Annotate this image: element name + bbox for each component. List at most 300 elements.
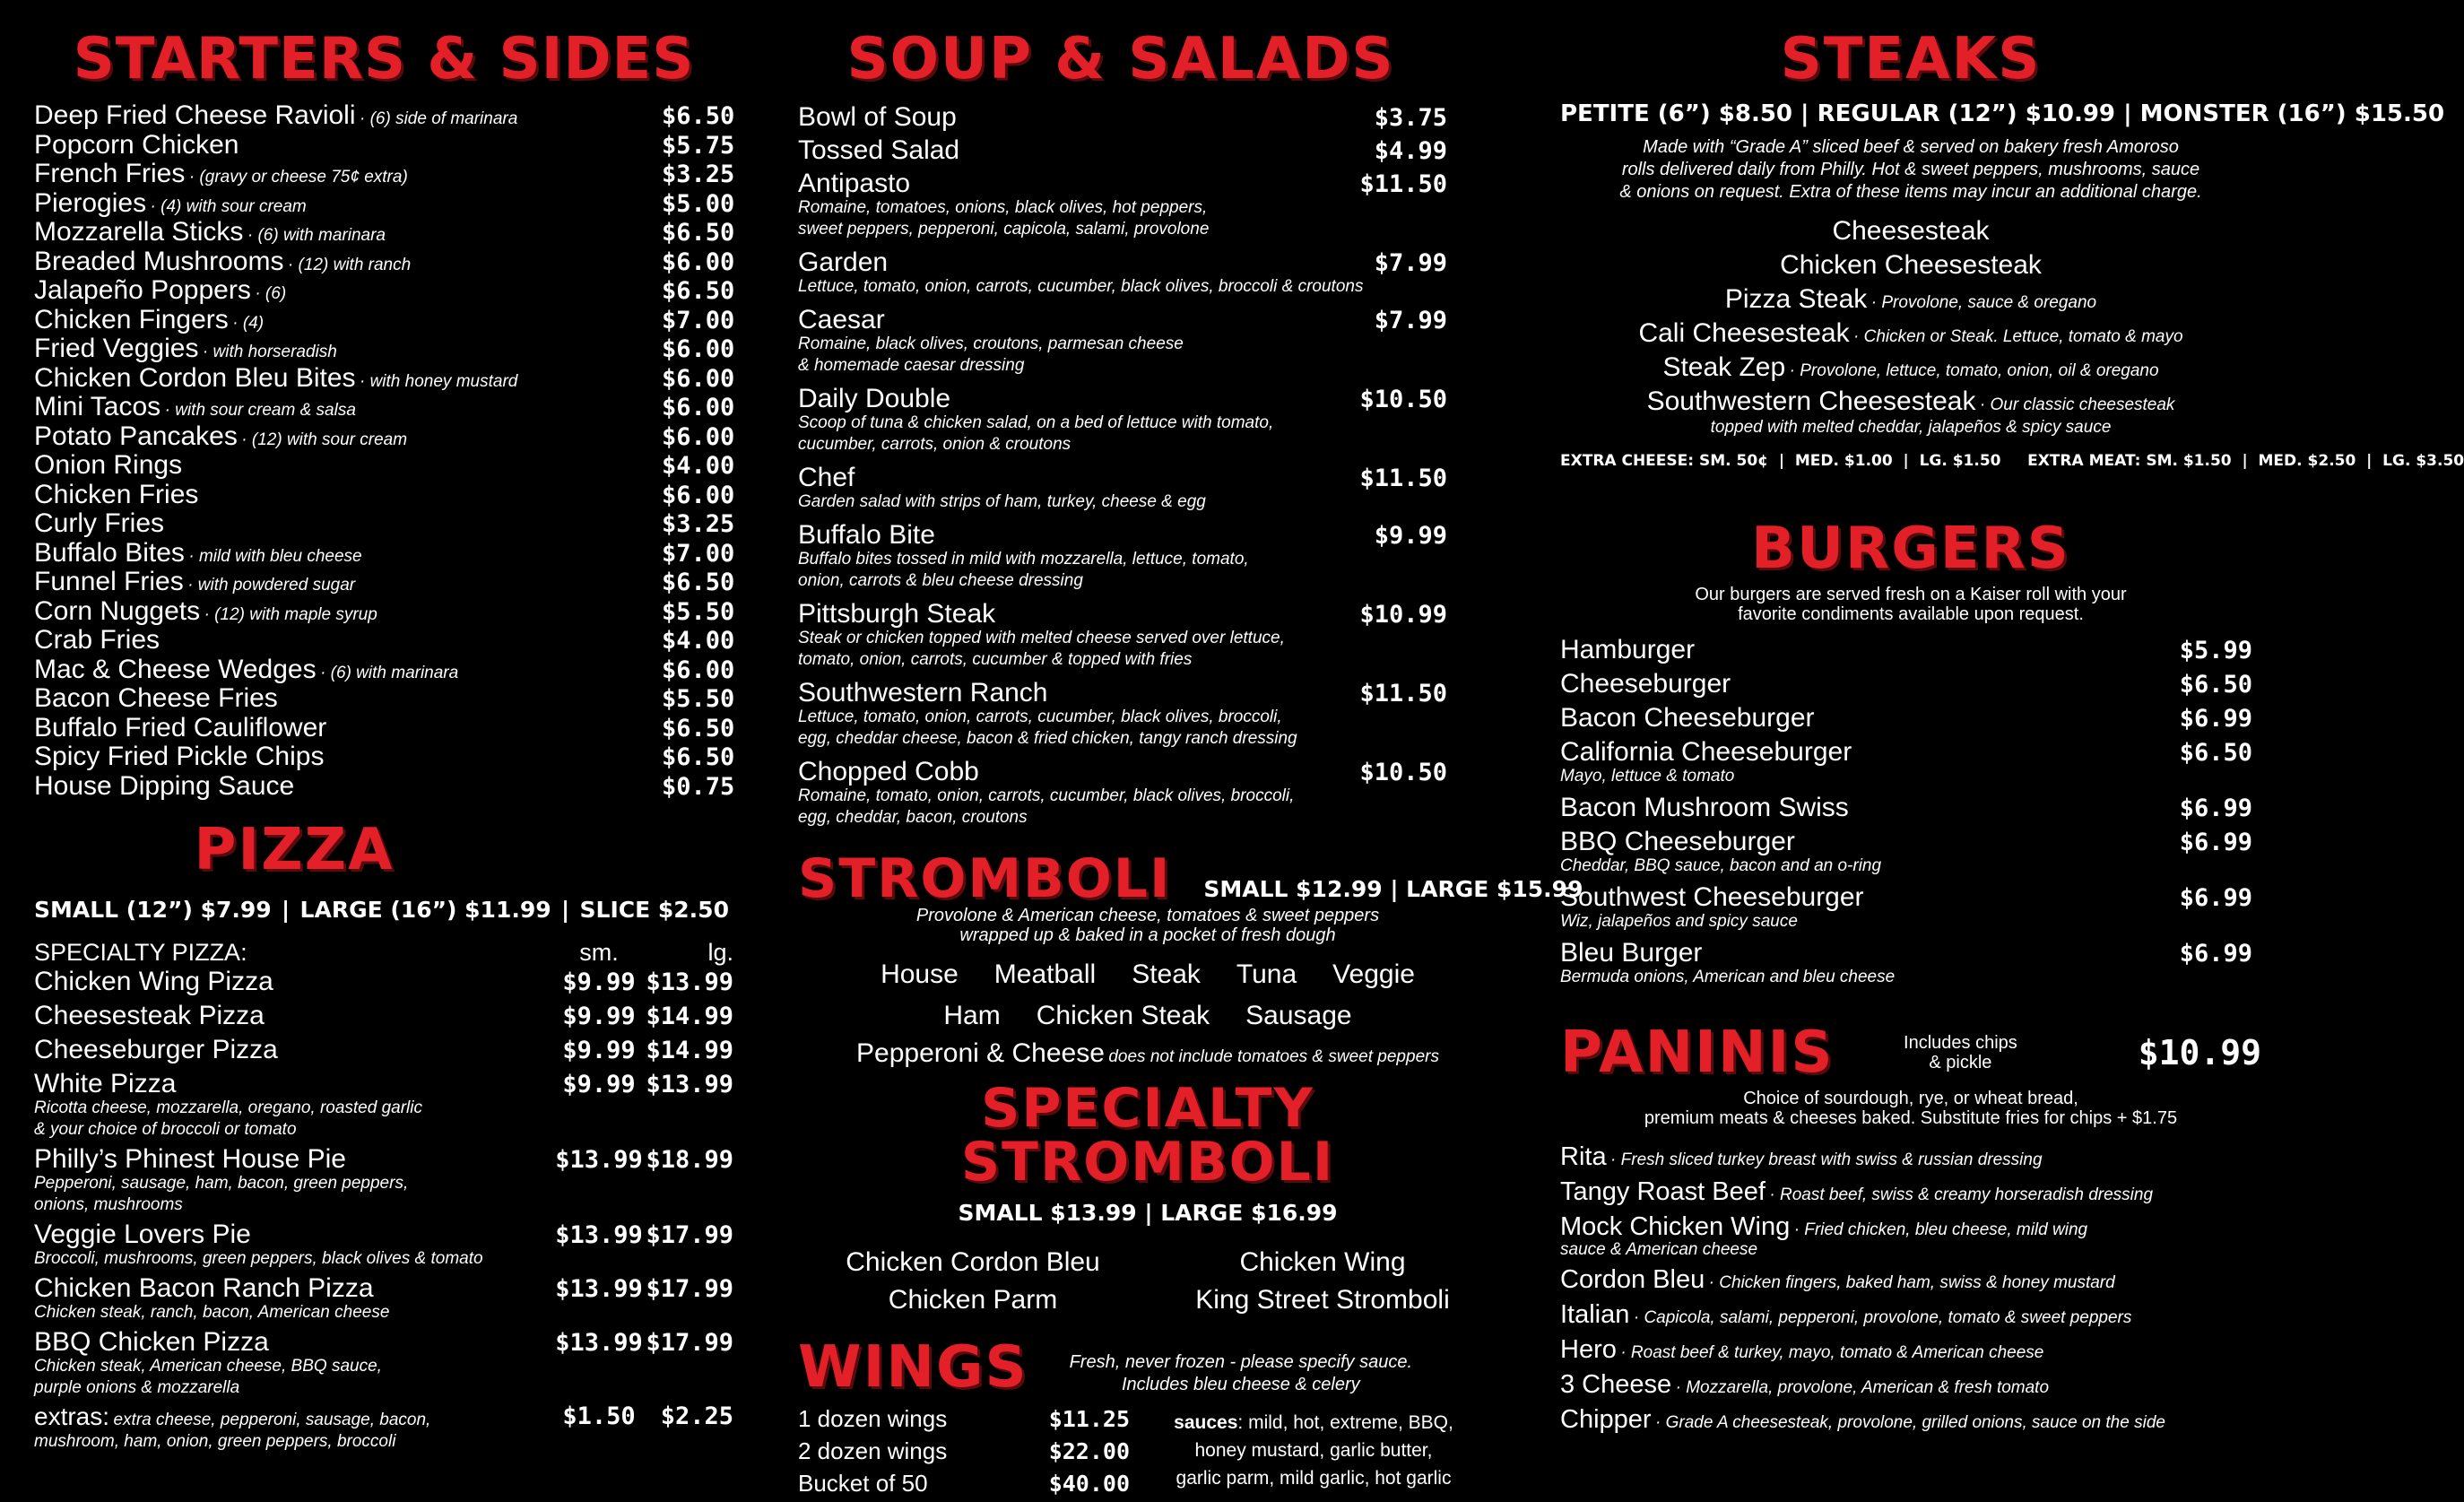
pizza-size-slice: SLICE $2.50 [579,897,729,923]
starter-desc: · (6) side of marinara [359,109,518,128]
starter-price: $5.50 [662,685,735,713]
wing-item [798,1405,1130,1437]
burger-name: Southwest Cheeseburger [1560,882,1864,912]
burger-name: Cheeseburger [1560,669,1731,699]
soup-name: Daily Double [798,384,951,413]
pizza-size-labels [563,939,733,967]
panini-item [1560,1335,2261,1365]
burger-desc: Wiz, jalapeños and spicy sauce [1560,912,1798,931]
starter-name: Pierogies [34,187,147,218]
stromboli-flavor: Ham [943,1001,1001,1030]
pizza-name: Philly’s Phinest House Pie [34,1144,346,1174]
column-left [34,0,733,1453]
starter-item [34,567,733,596]
starter-price: $6.50 [662,743,735,771]
starter-item [34,363,733,393]
soup-row [798,384,1497,414]
starter-left [34,713,326,743]
starter-price: $5.50 [662,597,735,626]
pizza-prices [554,1275,733,1303]
steaks-extras: EXTRA CHEESE: SM. 50¢ | MED. $1.00 | LG. $1.50 EXTRA MEAT: SM. $1.50 | MED. $2.50 | LG. $3.50 [1560,452,2464,470]
starter-name: Breaded Mushrooms [34,246,284,276]
starter-item [34,392,733,421]
starter-left [34,159,408,189]
burger-row [1560,703,2261,734]
soup-name: Pittsburgh Steak [798,599,996,629]
panini-name: Hero [1560,1335,1617,1364]
steak-name: Chicken Cheesesteak [1780,250,2042,280]
burgers-list [1560,635,2261,988]
specialty-stromboli-title: SPECIALTY STROMBOLI [960,1077,1335,1194]
steak-desc: · Provolone, lettuce, tomato, onion, oil & oregano [1789,361,2159,380]
pizza-size-large: LARGE (16”) $11.99 [299,897,551,923]
pizza-sm-price: $13.99 [555,1221,643,1249]
burgers-title: BURGERS [1751,516,2070,582]
starter-desc: · (4) with sour cream [150,196,307,216]
soup-desc: Buffalo bites tossed in mild with mozzarella, lettuce, tomato, onion, carrots & bleu cheese dressing [798,550,1249,590]
starter-desc: · (6) with marinara [320,663,459,682]
burger-price: $6.99 [2179,794,2252,822]
pizza-desc: Chicken steak, American cheese, BBQ sauce, purple onions & mozzarella [34,1357,382,1397]
starter-item [34,538,733,568]
starter-price: $7.00 [662,306,735,334]
wings-header [798,1334,1497,1401]
stromboli-flavor: Veggie [1332,959,1415,989]
starter-name: Bacon Cheese Fries [34,683,278,713]
starter-left [34,334,337,364]
soup-item [798,247,1497,298]
pizza-sm-label: sm. [579,939,619,966]
starter-price: $4.00 [662,452,735,480]
column-right [1560,0,2464,1440]
soup-name: Tossed Salad [798,135,960,165]
starter-price: $7.00 [662,539,735,568]
pizza-sm-price: $9.99 [562,1037,636,1064]
starter-item [34,771,733,801]
soup-item [798,678,1497,750]
specialty-stromboli-item: Chicken Cordon Bleu [846,1247,1100,1277]
starter-left [34,655,458,685]
starter-price: $6.50 [662,714,735,742]
burger-name: Hamburger [1560,635,1696,664]
pizza-desc: Chicken steak, ranch, bacon, American cheese [34,1303,390,1322]
panini-item [1560,1177,2261,1207]
burger-price: $6.99 [2179,705,2252,733]
panini-item [1560,1265,2261,1295]
panini-desc: · Fried chicken, bleu cheese, mild wing [1793,1220,2088,1239]
steaks-title: STEAKS [1780,26,2042,92]
soup-name: Caesar [798,305,885,334]
soup-price: $4.99 [1374,137,1447,165]
pizza-prices [554,1146,733,1174]
panini-name: Rita [1560,1142,1607,1171]
starter-item [34,625,733,655]
burger-price: $6.50 [2179,671,2252,699]
soup-price: $10.50 [1359,386,1447,413]
soup-name: Garden [798,247,889,277]
burger-row [1560,635,2261,665]
panini-desc: · Grade A cheesesteak, provolone, grilled onions, sauce on the side [1655,1413,2165,1432]
pizza-row [34,1144,733,1175]
wing-name: Bucket of 50 [798,1470,928,1497]
starter-item [34,508,733,538]
pizza-row [34,1069,733,1099]
soup-desc: Romaine, tomatoes, onions, black olives, hot peppers, sweet peppers, pepperoni, capicola, salami, provolone [798,198,1210,239]
soup-item [798,102,1497,133]
starter-price: $6.50 [662,219,735,247]
stromboli-flavor: Tuna [1236,959,1297,989]
starter-price: $3.25 [662,161,735,188]
pizza-item [34,967,733,997]
wings-title: WINGS [798,1334,1028,1401]
starter-item [34,713,733,742]
pizza-lg-price: $17.99 [646,1221,733,1249]
paninis-price: $10.99 [2138,1033,2261,1072]
starter-left [34,450,182,481]
starter-left [34,188,307,219]
starter-left [34,421,407,452]
pizza-item [34,1144,733,1216]
panini-desc: · Mozzarella, provolone, American & fresh tomato [1675,1378,2050,1397]
burger-item [1560,703,2261,734]
starter-left [34,305,264,335]
soup-row [798,678,1497,708]
pizza-desc: Ricotta cheese, mozzarella, oregano, roasted garlic & your choice of broccoli or tomato [34,1098,423,1139]
pizza-sm-price: $13.99 [555,1329,643,1357]
starter-item [34,655,733,684]
wings-note: Fresh, never frozen - please specify sauce. Includes bleu cheese & celery [1069,1352,1412,1394]
soups-list [798,102,1497,829]
soup-row [798,463,1497,493]
pizza-extras-prices [554,1402,733,1430]
burger-item [1560,827,2261,877]
pizza-row [34,1273,733,1304]
stromboli-desc: Provolone & American cheese, tomatoes & sweet peppers wrapped up & baked in a pocket of fresh dough [915,906,1380,945]
starter-price: $6.00 [662,335,735,363]
soup-item [798,169,1497,240]
specialty-stromboli-item: Chicken Parm [888,1285,1058,1315]
stromboli-title: STROMBOLI [798,847,1172,910]
pizza-name: Chicken Bacon Ranch Pizza [34,1273,374,1303]
soup-desc: Romaine, black olives, croutons, parmesan cheese & homemade caesar dressing [798,334,1184,375]
starter-item [34,100,733,130]
starter-name: Popcorn Chicken [34,129,239,160]
pizza-extras [34,1402,733,1453]
paninis-title: PANINIS [1560,1020,1835,1086]
panini-item [1560,1370,2261,1400]
starter-desc: · (4) [232,313,265,333]
soup-row [798,520,1497,551]
sauces-text: : mild, hot, extreme, BBQ, honey mustard, garlic butter, garlic parm, mild garlic, hot garlic [1176,1412,1453,1489]
pizza-lg-price: $18.99 [646,1146,733,1174]
steaks-sw-desc2: topped with melted cheddar, jalapeños & spicy sauce [1710,418,2112,437]
burger-row [1560,827,2261,857]
starter-left [34,275,286,306]
pizza-lg-label: lg. [707,939,733,966]
soup-row [798,102,1497,133]
pizza-row [34,1001,733,1031]
starter-price: $4.00 [662,627,735,655]
pizza-prices [554,1329,733,1357]
starter-price: $6.00 [662,247,735,276]
pizza-item [34,1327,733,1399]
pizza-size-small: SMALL (12”) $7.99 [34,897,272,923]
starter-name: Mozzarella Sticks [34,217,244,247]
starter-name: Potato Pancakes [34,421,238,451]
stromboli-header [798,847,1583,910]
specialty-stromboli-grid [798,1247,1497,1315]
starter-left [34,480,198,510]
stromboli-row3 [798,1038,1497,1069]
panini-item [1560,1142,2261,1172]
steak-desc: · Our classic cheesesteak [1979,395,2175,414]
burger-item [1560,737,2261,787]
specialty-stromboli-item: Chicken Wing [1239,1247,1406,1277]
specialty-pizza-label: SPECIALTY PIZZA: [34,939,247,966]
pizza-lg-price: $14.99 [646,1003,733,1030]
starter-left [34,625,160,655]
starter-name: Crab Fries [34,625,161,655]
starter-left [34,217,386,247]
burger-row [1560,669,2261,699]
soup-name: Bowl of Soup [798,102,957,132]
starter-price: $3.25 [662,510,735,538]
starter-item [34,188,733,218]
specialty-stromboli-sizes: SMALL $13.99 | LARGE $16.99 [958,1200,1338,1226]
soup-price: $9.99 [1374,522,1447,550]
pizza-specialty-header [34,939,733,967]
steak-name: Steak Zep [1662,352,1786,382]
pizza-list [34,967,733,1399]
wing-item [798,1437,1130,1470]
pizza-sm-price: $13.99 [555,1146,643,1174]
soup-name: Chef [798,463,855,492]
stromboli-flavor: Chicken Steak [1036,1001,1210,1030]
starter-left [34,683,278,714]
soup-price: $11.50 [1359,680,1447,708]
pizza-prices [554,1003,733,1030]
soup-row [798,135,1497,166]
pizza-row [34,1035,733,1065]
pizza-item [34,1035,733,1065]
soup-desc: Romaine, tomato, onion, carrots, cucumber, black olives, broccoli, egg, cheddar, bacon, croutons [798,786,1295,827]
burger-name: Bleu Burger [1560,938,1703,968]
column-middle [798,0,1583,1502]
steak-item [1560,216,2261,250]
pizza-name: Chicken Wing Pizza [34,967,273,996]
starter-desc: · (gravy or cheese 75¢ extra) [188,168,408,187]
soup-item [798,305,1497,377]
starter-desc: · (12) with ranch [287,255,412,274]
pizza-extras-desc: extra cheese, pepperoni, sausage, bacon, mushroom, ham, onion, green peppers, broccoli [34,1411,431,1451]
starter-item [34,683,733,713]
pizza-lg-price: $14.99 [646,1037,733,1064]
starters-list [34,100,733,800]
starter-price: $6.50 [662,277,735,305]
paninis-includes: Includes chips & pickle [1904,1033,2017,1072]
starter-item [34,480,733,509]
burger-name: California Cheeseburger [1560,737,1852,767]
pizza-prices [554,1221,733,1249]
starter-price: $6.50 [662,569,735,596]
steak-item [1560,386,2261,421]
starter-left [34,508,164,539]
starter-name: Mac & Cheese Wedges [34,654,317,684]
starter-item [34,305,733,334]
pizza-lg-price: $17.99 [646,1329,733,1357]
soup-row [798,247,1497,278]
starter-item [34,421,733,451]
stromboli-flavor: Steak [1132,959,1201,989]
starter-item [34,334,733,363]
steak-item [1560,352,2261,386]
paninis-list [1560,1142,2261,1435]
soup-price: $11.50 [1359,170,1447,198]
burger-name: BBQ Cheeseburger [1560,827,1795,856]
steak-name: Cali Cheesesteak [1638,318,1850,348]
steak-item [1560,284,2261,318]
pizza-lg-price: $17.99 [646,1275,733,1303]
burger-item [1560,635,2261,665]
pizza-row [34,1220,733,1250]
burger-price: $6.99 [2179,940,2252,968]
wings-list [798,1405,1130,1502]
stromboli-flavor: Sausage [1245,1001,1352,1030]
starter-name: Chicken Cordon Bleu Bites [34,362,356,393]
soup-item [798,463,1497,513]
starter-name: House Dipping Sauce [34,770,295,801]
starter-name: Funnel Fries [34,567,184,596]
steak-name: Southwestern Cheesesteak [1646,386,1976,416]
steaks-sizes: PETITE (6”) $8.50 | REGULAR (12”) $10.99 | MONSTER (16”) $15.50 [1560,100,2445,127]
burger-row [1560,938,2261,968]
starter-name: Buffalo Fried Cauliflower [34,712,327,742]
starter-name: Buffalo Bites [34,537,185,568]
starter-left [34,771,294,802]
pizza-extras-lg: $2.25 [660,1402,733,1430]
starter-left [34,596,377,627]
starter-item [34,450,733,480]
starter-item [34,159,733,188]
stromboli-pepperoni: Pepperoni & Cheese [856,1038,1105,1068]
starter-desc: · with honey mustard [359,371,518,391]
starter-desc: · with sour cream & salsa [164,401,356,420]
soup-desc: Lettuce, tomato, onion, carrots, cucumber, black olives, broccoli, egg, cheddar cheese, bacon & fried chicken, tangy ranch dressing [798,708,1297,748]
soup-name: Antipasto [798,169,911,198]
pizza-name: Cheeseburger Pizza [34,1035,278,1064]
soup-desc: Scoop of tuna & chicken salad, on a bed of lettuce with tomato, cucumber, carrots, onion & croutons [798,413,1274,454]
pizza-item [34,1273,733,1324]
starter-name: Chicken Fries [34,479,199,509]
starter-price: $6.00 [662,394,735,421]
soup-price: $10.50 [1359,759,1447,786]
pizza-title: PIZZA [194,817,395,883]
starter-desc: · with horseradish [202,343,337,361]
panini-name: 3 Cheese [1560,1370,1672,1399]
soup-row [798,757,1497,787]
starter-desc: · (12) with maple syrup [204,604,377,624]
soup-price: $10.99 [1359,601,1447,629]
panini-name: Cordon Bleu [1560,1265,1705,1294]
pizza-name: Cheesesteak Pizza [34,1001,265,1030]
stromboli-sizes: SMALL $12.99 | LARGE $15.99 [1203,876,1583,902]
starter-item [34,596,733,626]
starter-name: Jalapeño Poppers [34,275,251,305]
steak-name: Cheesesteak [1832,216,1990,246]
wing-price: $40.00 [1048,1471,1130,1497]
specialty-stromboli-item: King Street Stromboli [1195,1285,1450,1315]
panini-desc: · Roast beef & turkey, mayo, tomato & American cheese [1620,1343,2044,1362]
stromboli-pepperoni-note: does not include tomatoes & sweet peppers [1108,1047,1439,1066]
starter-price: $6.50 [662,102,735,130]
wing-price: $22.00 [1048,1438,1130,1464]
wings-sauces [1130,1409,1497,1502]
soup-name: Chopped Cobb [798,757,979,786]
pizza-item [34,1220,733,1270]
soup-item [798,384,1497,456]
pizza-desc: Pepperoni, sausage, ham, bacon, green peppers, onions, mushrooms [34,1174,409,1214]
starter-name: French Fries [34,159,186,188]
starter-desc: · mild with bleu cheese [188,546,362,566]
panini-desc-2: sauce & American cheese [1560,1240,1758,1259]
pizza-size-sep: | [282,897,291,923]
soup-row [798,305,1497,335]
starter-price: $6.00 [662,364,735,393]
soup-price: $7.99 [1374,307,1447,334]
pizza-name: White Pizza [34,1069,177,1098]
pizza-desc: Broccoli, mushrooms, green peppers, black olives & tomato [34,1249,483,1268]
burger-desc: Mayo, lettuce & tomato [1560,767,1735,786]
burger-row [1560,737,2261,768]
burger-desc: Cheddar, BBQ sauce, bacon and an o-ring [1560,856,1882,875]
burger-name: Bacon Mushroom Swiss [1560,793,1849,822]
soup-desc: Garden salad with strips of ham, turkey, cheese & egg [798,492,1206,511]
starter-name: Fried Veggies [34,334,199,363]
soup-item [798,135,1497,166]
panini-item [1560,1300,2261,1330]
paninis-note: Choice of sourdough, rye, or wheat bread, premium meats & cheeses baked. Substitute fries for chips + $1.75 [1644,1089,2178,1128]
soup-price: $11.50 [1359,464,1447,492]
starter-name: Curly Fries [34,508,165,538]
wings-body [798,1405,1497,1502]
pizza-prices [554,968,733,996]
steak-desc: · Provolone, sauce & oregano [1870,293,2097,312]
burger-item [1560,938,2261,988]
panini-name: Mock Chicken Wing [1560,1212,1791,1241]
starter-left [34,392,356,422]
panini-name: Italian [1560,1300,1630,1329]
wing-price: $11.25 [1048,1406,1130,1432]
pizza-item [34,1069,733,1141]
pizza-sm-price: $13.99 [555,1275,643,1303]
starter-name: Spicy Fried Pickle Chips [34,742,325,771]
steak-name: Pizza Steak [1724,284,1868,314]
burger-item [1560,793,2261,823]
starter-item [34,247,733,276]
pizza-sm-price: $9.99 [562,968,636,996]
pizza-sm-price: $9.99 [562,1071,636,1098]
starter-item [34,130,733,160]
panini-item [1560,1212,2261,1260]
pizza-name: BBQ Chicken Pizza [34,1327,269,1357]
stromboli-row2 [798,1001,1497,1031]
starter-price: $6.00 [662,481,735,509]
starter-price: $6.00 [662,655,735,684]
soup-desc: Lettuce, tomato, onion, carrots, cucumber, black olives, broccoli & croutons [798,277,1364,296]
starter-price: $5.75 [662,131,735,160]
soup-item [798,520,1497,592]
wing-name: 1 dozen wings [798,1405,948,1432]
